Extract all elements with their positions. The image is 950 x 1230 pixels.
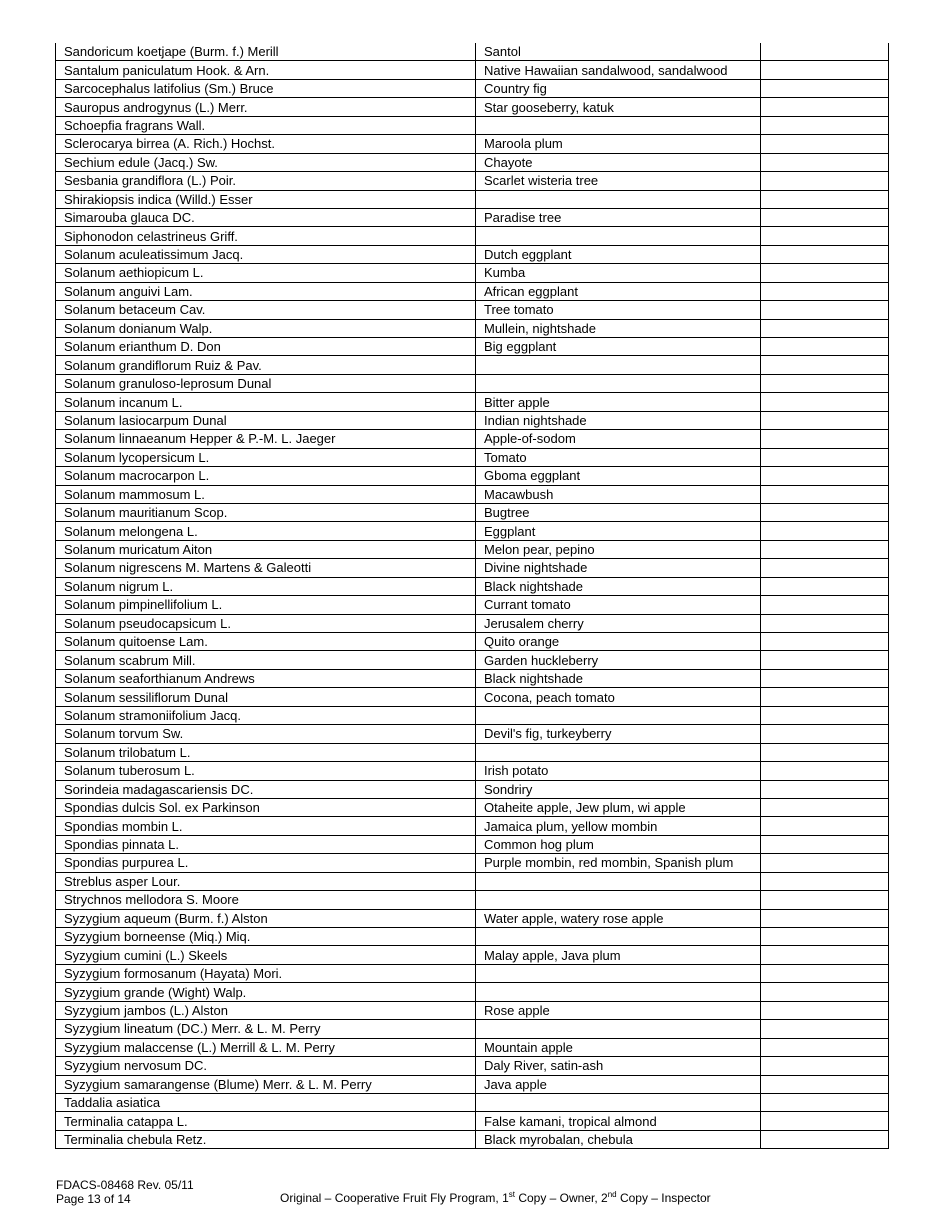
scientific-name-cell: Spondias dulcis Sol. ex Parkinson	[56, 798, 476, 816]
blank-cell	[761, 356, 889, 374]
common-name-cell	[476, 964, 761, 982]
scientific-name-cell: Syzygium lineatum (DC.) Merr. & L. M. Perry	[56, 1020, 476, 1038]
blank-cell	[761, 393, 889, 411]
scientific-name-cell: Solanum donianum Walp.	[56, 319, 476, 337]
blank-cell	[761, 153, 889, 171]
common-name-cell: Cocona, peach tomato	[476, 688, 761, 706]
blank-cell	[761, 301, 889, 319]
common-name-cell: Native Hawaiian sandalwood, sandalwood	[476, 61, 761, 79]
table-row	[56, 338, 889, 356]
blank-cell	[761, 946, 889, 964]
common-name-cell: Tomato	[476, 448, 761, 466]
common-name-cell	[476, 1093, 761, 1111]
table-row	[56, 301, 889, 319]
table-row	[56, 835, 889, 853]
table-row	[56, 1130, 889, 1148]
blank-cell	[761, 485, 889, 503]
blank-cell	[761, 522, 889, 540]
scientific-name-cell: Solanum sessiliflorum Dunal	[56, 688, 476, 706]
scientific-name-cell: Siphonodon celastrineus Griff.	[56, 227, 476, 245]
scientific-name-cell: Syzygium aqueum (Burm. f.) Alston	[56, 909, 476, 927]
common-name-cell: Paradise tree	[476, 208, 761, 226]
table-row	[56, 762, 889, 780]
blank-cell	[761, 264, 889, 282]
common-name-cell: Devil's fig, turkeyberry	[476, 725, 761, 743]
scientific-name-cell: Solanum seaforthianum Andrews	[56, 669, 476, 687]
blank-cell	[761, 208, 889, 226]
table-body	[56, 43, 889, 1149]
scientific-name-cell: Syzygium samarangense (Blume) Merr. & L. M. Perry	[56, 1075, 476, 1093]
common-name-cell: Water apple, watery rose apple	[476, 909, 761, 927]
table-row	[56, 227, 889, 245]
scientific-name-cell: Sclerocarya birrea (A. Rich.) Hochst.	[56, 135, 476, 153]
blank-cell	[761, 1093, 889, 1111]
common-name-cell: Quito orange	[476, 633, 761, 651]
common-name-cell: Jerusalem cherry	[476, 614, 761, 632]
blank-cell	[761, 891, 889, 909]
common-name-cell: Rose apple	[476, 1001, 761, 1019]
table-row	[56, 116, 889, 134]
scientific-name-cell: Streblus asper Lour.	[56, 872, 476, 890]
host-species-table	[55, 43, 889, 1149]
blank-cell	[761, 633, 889, 651]
blank-cell	[761, 540, 889, 558]
blank-cell	[761, 448, 889, 466]
common-name-cell	[476, 374, 761, 392]
common-name-cell: Bitter apple	[476, 393, 761, 411]
common-name-cell: Country fig	[476, 79, 761, 97]
table-row	[56, 872, 889, 890]
table-row	[56, 540, 889, 558]
table-row	[56, 651, 889, 669]
table-row	[56, 964, 889, 982]
common-name-cell: Black nightshade	[476, 577, 761, 595]
scientific-name-cell: Terminalia chebula Retz.	[56, 1130, 476, 1148]
common-name-cell: Common hog plum	[476, 835, 761, 853]
table-row	[56, 411, 889, 429]
blank-cell	[761, 1038, 889, 1056]
common-name-cell	[476, 872, 761, 890]
scientific-name-cell: Solanum stramoniifolium Jacq.	[56, 706, 476, 724]
table-row	[56, 946, 889, 964]
common-name-cell: Divine nightshade	[476, 559, 761, 577]
blank-cell	[761, 61, 889, 79]
table-row	[56, 633, 889, 651]
scientific-name-cell: Terminalia catappa L.	[56, 1112, 476, 1130]
common-name-cell: Mullein, nightshade	[476, 319, 761, 337]
common-name-cell: Melon pear, pepino	[476, 540, 761, 558]
scientific-name-cell: Syzygium cumini (L.) Skeels	[56, 946, 476, 964]
scientific-name-cell: Shirakiopsis indica (Willd.) Esser	[56, 190, 476, 208]
scientific-name-cell: Solanum trilobatum L.	[56, 743, 476, 761]
table-row	[56, 614, 889, 632]
scientific-name-cell: Solanum aethiopicum L.	[56, 264, 476, 282]
table-row	[56, 98, 889, 116]
blank-cell	[761, 227, 889, 245]
blank-cell	[761, 319, 889, 337]
scientific-name-cell: Solanum linnaeanum Hepper & P.-M. L. Jaeger	[56, 430, 476, 448]
scientific-name-cell: Syzygium malaccense (L.) Merrill & L. M. Perry	[56, 1038, 476, 1056]
common-name-cell	[476, 1020, 761, 1038]
scientific-name-cell: Solanum pseudocapsicum L.	[56, 614, 476, 632]
common-name-cell: Scarlet wisteria tree	[476, 172, 761, 190]
blank-cell	[761, 577, 889, 595]
blank-cell	[761, 964, 889, 982]
table-row	[56, 356, 889, 374]
table-row	[56, 430, 889, 448]
blank-cell	[761, 614, 889, 632]
scientific-name-cell: Spondias pinnata L.	[56, 835, 476, 853]
distribution-part-a: Original – Cooperative Fruit Fly Program, 1	[280, 1191, 509, 1205]
ordinal-second: nd	[607, 1190, 617, 1199]
common-name-cell: Bugtree	[476, 503, 761, 521]
blank-cell	[761, 688, 889, 706]
blank-cell	[761, 651, 889, 669]
table-row	[56, 135, 889, 153]
scientific-name-cell: Sorindeia madagascariensis DC.	[56, 780, 476, 798]
table-row	[56, 503, 889, 521]
table-row	[56, 264, 889, 282]
table-row	[56, 393, 889, 411]
scientific-name-cell: Syzygium nervosum DC.	[56, 1057, 476, 1075]
scientific-name-cell: Syzygium jambos (L.) Alston	[56, 1001, 476, 1019]
scientific-name-cell: Solanum pimpinellifolium L.	[56, 596, 476, 614]
blank-cell	[761, 1075, 889, 1093]
table-row	[56, 798, 889, 816]
table-row	[56, 909, 889, 927]
common-name-cell: Garden huckleberry	[476, 651, 761, 669]
common-name-cell: Gboma eggplant	[476, 467, 761, 485]
blank-cell	[761, 817, 889, 835]
common-name-cell: Black nightshade	[476, 669, 761, 687]
common-name-cell	[476, 116, 761, 134]
table-row	[56, 522, 889, 540]
table-row	[56, 1075, 889, 1093]
table-row	[56, 669, 889, 687]
scientific-name-cell: Schoepfia fragrans Wall.	[56, 116, 476, 134]
scientific-name-cell: Sauropus androgynus (L.) Merr.	[56, 98, 476, 116]
blank-cell	[761, 245, 889, 263]
common-name-cell: Sondriry	[476, 780, 761, 798]
table-row	[56, 61, 889, 79]
table-row	[56, 245, 889, 263]
common-name-cell: Jamaica plum, yellow mombin	[476, 817, 761, 835]
scientific-name-cell: Solanum lasiocarpum Dunal	[56, 411, 476, 429]
table-row	[56, 928, 889, 946]
scientific-name-cell: Solanum scabrum Mill.	[56, 651, 476, 669]
blank-cell	[761, 909, 889, 927]
scientific-name-cell: Solanum grandiflorum Ruiz & Pav.	[56, 356, 476, 374]
table-row	[56, 596, 889, 614]
common-name-cell: Apple-of-sodom	[476, 430, 761, 448]
table-row	[56, 190, 889, 208]
scientific-name-cell: Taddalia asiatica	[56, 1093, 476, 1111]
scientific-name-cell: Solanum melongena L.	[56, 522, 476, 540]
common-name-cell: Big eggplant	[476, 338, 761, 356]
common-name-cell: Santol	[476, 43, 761, 61]
table-row	[56, 1020, 889, 1038]
scientific-name-cell: Sechium edule (Jacq.) Sw.	[56, 153, 476, 171]
table-row	[56, 725, 889, 743]
blank-cell	[761, 1130, 889, 1148]
table-row	[56, 1057, 889, 1075]
blank-cell	[761, 1001, 889, 1019]
common-name-cell: Dutch eggplant	[476, 245, 761, 263]
common-name-cell	[476, 983, 761, 1001]
blank-cell	[761, 116, 889, 134]
table-row	[56, 743, 889, 761]
distribution-part-b: Copy – Owner, 2	[514, 1191, 608, 1205]
common-name-cell: Currant tomato	[476, 596, 761, 614]
table-row	[56, 1093, 889, 1111]
common-name-cell: Maroola plum	[476, 135, 761, 153]
distribution-part-c: Copy – Inspector	[616, 1191, 711, 1205]
page-number: Page 13 of 14	[56, 1192, 131, 1206]
table-row	[56, 577, 889, 595]
common-name-cell: Chayote	[476, 153, 761, 171]
common-name-cell: Indian nightshade	[476, 411, 761, 429]
table-row	[56, 43, 889, 61]
distribution-note	[280, 1191, 711, 1205]
common-name-cell: Irish potato	[476, 762, 761, 780]
blank-cell	[761, 190, 889, 208]
scientific-name-cell: Spondias purpurea L.	[56, 854, 476, 872]
table-row	[56, 1112, 889, 1130]
blank-cell	[761, 559, 889, 577]
blank-cell	[761, 503, 889, 521]
common-name-cell	[476, 706, 761, 724]
common-name-cell: Eggplant	[476, 522, 761, 540]
common-name-cell: False kamani, tropical almond	[476, 1112, 761, 1130]
blank-cell	[761, 743, 889, 761]
common-name-cell	[476, 356, 761, 374]
blank-cell	[761, 430, 889, 448]
blank-cell	[761, 762, 889, 780]
scientific-name-cell: Solanum quitoense Lam.	[56, 633, 476, 651]
table-row	[56, 891, 889, 909]
table-row	[56, 817, 889, 835]
scientific-name-cell: Simarouba glauca DC.	[56, 208, 476, 226]
scientific-name-cell: Solanum lycopersicum L.	[56, 448, 476, 466]
table-row	[56, 485, 889, 503]
common-name-cell	[476, 928, 761, 946]
common-name-cell: Java apple	[476, 1075, 761, 1093]
common-name-cell: Macawbush	[476, 485, 761, 503]
blank-cell	[761, 1020, 889, 1038]
table-row	[56, 208, 889, 226]
table-row	[56, 374, 889, 392]
blank-cell	[761, 706, 889, 724]
blank-cell	[761, 98, 889, 116]
form-id: FDACS-08468 Rev. 05/11	[56, 1178, 194, 1192]
scientific-name-cell: Sandoricum koetjape (Burm. f.) Merill	[56, 43, 476, 61]
scientific-name-cell: Solanum muricatum Aiton	[56, 540, 476, 558]
table-row	[56, 448, 889, 466]
common-name-cell: Star gooseberry, katuk	[476, 98, 761, 116]
table-row	[56, 79, 889, 97]
blank-cell	[761, 467, 889, 485]
blank-cell	[761, 172, 889, 190]
blank-cell	[761, 872, 889, 890]
blank-cell	[761, 135, 889, 153]
scientific-name-cell: Solanum torvum Sw.	[56, 725, 476, 743]
scientific-name-cell: Solanum aculeatissimum Jacq.	[56, 245, 476, 263]
scientific-name-cell: Solanum betaceum Cav.	[56, 301, 476, 319]
blank-cell	[761, 798, 889, 816]
scientific-name-cell: Syzygium borneense (Miq.) Miq.	[56, 928, 476, 946]
table-row	[56, 153, 889, 171]
table-row	[56, 319, 889, 337]
scientific-name-cell: Solanum nigrescens M. Martens & Galeotti	[56, 559, 476, 577]
common-name-cell: African eggplant	[476, 282, 761, 300]
scientific-name-cell: Solanum tuberosum L.	[56, 762, 476, 780]
table-row	[56, 688, 889, 706]
common-name-cell: Purple mombin, red mombin, Spanish plum	[476, 854, 761, 872]
blank-cell	[761, 725, 889, 743]
table-row	[56, 282, 889, 300]
common-name-cell	[476, 891, 761, 909]
blank-cell	[761, 780, 889, 798]
common-name-cell: Tree tomato	[476, 301, 761, 319]
blank-cell	[761, 43, 889, 61]
blank-cell	[761, 854, 889, 872]
table-row	[56, 780, 889, 798]
table-row	[56, 854, 889, 872]
table-row	[56, 1038, 889, 1056]
common-name-cell: Kumba	[476, 264, 761, 282]
blank-cell	[761, 338, 889, 356]
table-row	[56, 1001, 889, 1019]
blank-cell	[761, 411, 889, 429]
blank-cell	[761, 282, 889, 300]
common-name-cell	[476, 190, 761, 208]
common-name-cell: Malay apple, Java plum	[476, 946, 761, 964]
blank-cell	[761, 79, 889, 97]
scientific-name-cell: Syzygium grande (Wight) Walp.	[56, 983, 476, 1001]
scientific-name-cell: Solanum granuloso-leprosum Dunal	[56, 374, 476, 392]
common-name-cell	[476, 227, 761, 245]
ordinal-first: st	[508, 1190, 515, 1199]
scientific-name-cell: Syzygium formosanum (Hayata) Mori.	[56, 964, 476, 982]
scientific-name-cell: Solanum erianthum D. Don	[56, 338, 476, 356]
table-row	[56, 706, 889, 724]
common-name-cell	[476, 743, 761, 761]
scientific-name-cell: Solanum mauritianum Scop.	[56, 503, 476, 521]
blank-cell	[761, 1112, 889, 1130]
scientific-name-cell: Sesbania grandiflora (L.) Poir.	[56, 172, 476, 190]
table-row	[56, 467, 889, 485]
scientific-name-cell: Solanum anguivi Lam.	[56, 282, 476, 300]
scientific-name-cell: Solanum incanum L.	[56, 393, 476, 411]
scientific-name-cell: Solanum nigrum L.	[56, 577, 476, 595]
scientific-name-cell: Santalum paniculatum Hook. & Arn.	[56, 61, 476, 79]
blank-cell	[761, 669, 889, 687]
scientific-name-cell: Sarcocephalus latifolius (Sm.) Bruce	[56, 79, 476, 97]
blank-cell	[761, 983, 889, 1001]
scientific-name-cell: Solanum macrocarpon L.	[56, 467, 476, 485]
blank-cell	[761, 596, 889, 614]
common-name-cell: Daly River, satin-ash	[476, 1057, 761, 1075]
common-name-cell: Mountain apple	[476, 1038, 761, 1056]
scientific-name-cell: Solanum mammosum L.	[56, 485, 476, 503]
table-row	[56, 172, 889, 190]
scientific-name-cell: Strychnos mellodora S. Moore	[56, 891, 476, 909]
scientific-name-cell: Spondias mombin L.	[56, 817, 476, 835]
blank-cell	[761, 374, 889, 392]
common-name-cell: Black myrobalan, chebula	[476, 1130, 761, 1148]
common-name-cell: Otaheite apple, Jew plum, wi apple	[476, 798, 761, 816]
table-row	[56, 559, 889, 577]
blank-cell	[761, 1057, 889, 1075]
blank-cell	[761, 835, 889, 853]
blank-cell	[761, 928, 889, 946]
table-row	[56, 983, 889, 1001]
